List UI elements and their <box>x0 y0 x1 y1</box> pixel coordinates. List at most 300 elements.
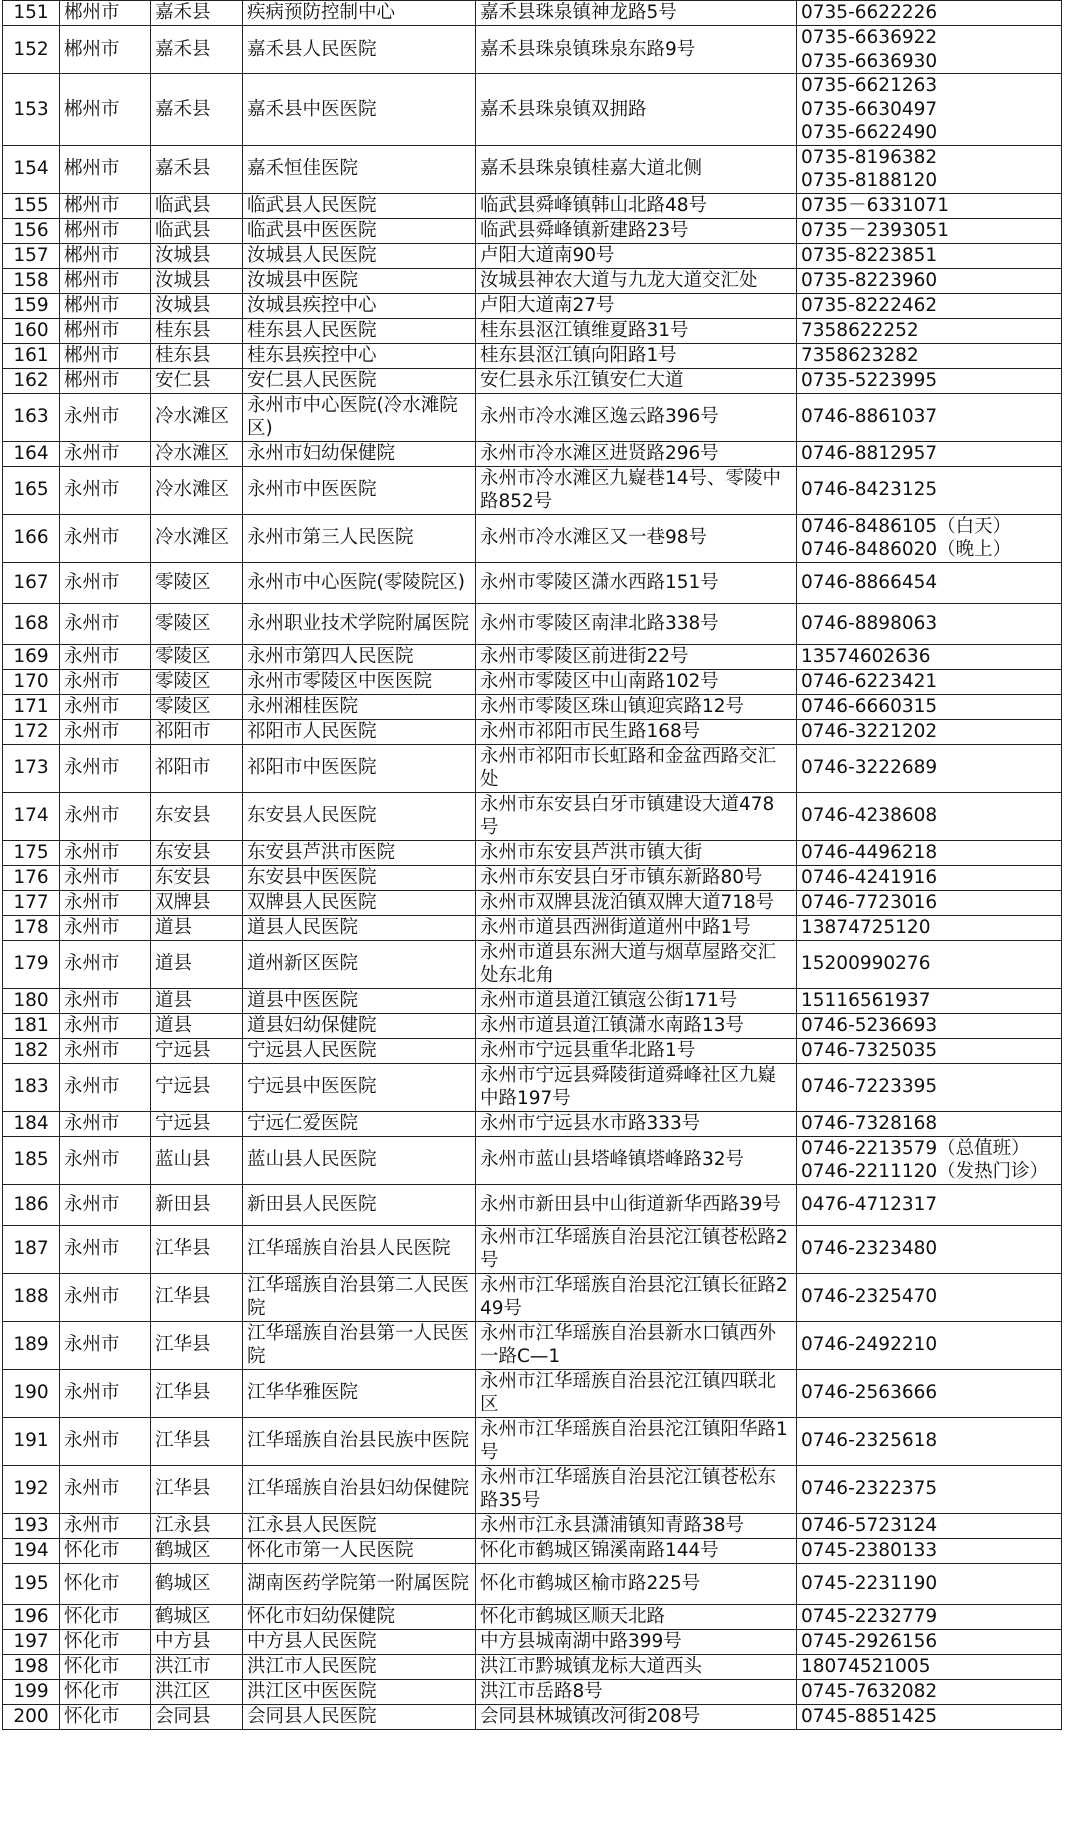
address: 永州市道县道江镇寇公街171号 <box>476 988 797 1013</box>
table-row <box>3 1417 1062 1465</box>
address: 永州市江华瑶族自治县沱江镇苍松东路35号 <box>476 1465 797 1513</box>
row-number: 188 <box>3 1273 60 1321</box>
hospital-name: 祁阳市中医医院 <box>243 744 476 792</box>
county-cell: 宁远县 <box>151 1111 243 1136</box>
table-row <box>3 1654 1062 1679</box>
row-number: 161 <box>3 343 60 368</box>
address: 永州市冷水滩区进贤路296号 <box>476 441 797 466</box>
row-number: 198 <box>3 1654 60 1679</box>
table-row <box>3 890 1062 915</box>
hospital-name: 怀化市第一人民医院 <box>243 1538 476 1563</box>
city-cell: 永州市 <box>60 940 151 988</box>
hospital-name: 江华瑶族自治县人民医院 <box>243 1225 476 1273</box>
hospital-name: 宁远县中医医院 <box>243 1063 476 1111</box>
phone: 0745-2232779 <box>797 1604 1062 1629</box>
row-number: 191 <box>3 1417 60 1465</box>
row-number: 181 <box>3 1013 60 1038</box>
address: 永州市东安县芦洪市镇大街 <box>476 840 797 865</box>
table-row <box>3 145 1062 193</box>
row-number: 195 <box>3 1563 60 1604</box>
city-cell: 郴州市 <box>60 243 151 268</box>
hospital-name: 江华瑶族自治县第二人民医院 <box>243 1273 476 1321</box>
county-cell: 桂东县 <box>151 343 243 368</box>
city-cell: 永州市 <box>60 1111 151 1136</box>
hospital-name: 宁远仁爱医院 <box>243 1111 476 1136</box>
phone: 0745-2380133 <box>797 1538 1062 1563</box>
row-number: 171 <box>3 694 60 719</box>
row-number: 154 <box>3 145 60 193</box>
address: 永州市宁远县水市路333号 <box>476 1111 797 1136</box>
table-row <box>3 669 1062 694</box>
row-number: 170 <box>3 669 60 694</box>
row-number: 156 <box>3 218 60 243</box>
address: 永州市江华瑶族自治县沱江镇四联北区 <box>476 1369 797 1417</box>
city-cell: 永州市 <box>60 1136 151 1184</box>
table-row <box>3 1369 1062 1417</box>
row-number: 179 <box>3 940 60 988</box>
county-cell: 嘉禾县 <box>151 74 243 146</box>
table-row <box>3 1013 1062 1038</box>
address: 永州市道县道江镇潇水南路13号 <box>476 1013 797 1038</box>
address: 汝城县神农大道与九龙大道交汇处 <box>476 268 797 293</box>
county-cell: 临武县 <box>151 218 243 243</box>
county-cell: 零陵区 <box>151 562 243 603</box>
city-cell: 怀化市 <box>60 1679 151 1704</box>
row-number: 162 <box>3 368 60 393</box>
county-cell: 江华县 <box>151 1273 243 1321</box>
phone: 0735-8196382 0735-8188120 <box>797 145 1062 193</box>
county-cell: 江永县 <box>151 1513 243 1538</box>
hospital-name: 道县妇幼保健院 <box>243 1013 476 1038</box>
city-cell: 永州市 <box>60 1417 151 1465</box>
county-cell: 嘉禾县 <box>151 145 243 193</box>
phone: 0746-8812957 <box>797 441 1062 466</box>
address: 永州市双牌县泷泊镇双牌大道718号 <box>476 890 797 915</box>
hospital-name: 中方县人民医院 <box>243 1629 476 1654</box>
hospital-name: 东安县人民医院 <box>243 792 476 840</box>
hospital-name: 新田县人民医院 <box>243 1184 476 1225</box>
table-row <box>3 840 1062 865</box>
hospital-name: 汝城县疾控中心 <box>243 293 476 318</box>
address: 嘉禾县珠泉镇桂嘉大道北侧 <box>476 145 797 193</box>
address: 桂东县沤江镇向阳路1号 <box>476 343 797 368</box>
address: 永州市祁阳市长虹路和金盆西路交汇处 <box>476 744 797 792</box>
city-cell: 永州市 <box>60 890 151 915</box>
row-number: 196 <box>3 1604 60 1629</box>
hospital-name: 永州湘桂医院 <box>243 694 476 719</box>
row-number: 176 <box>3 865 60 890</box>
city-cell: 永州市 <box>60 1465 151 1513</box>
county-cell: 东安县 <box>151 792 243 840</box>
phone: 0746-2322375 <box>797 1465 1062 1513</box>
table-row <box>3 1 1062 26</box>
phone: 0745-2926156 <box>797 1629 1062 1654</box>
address: 安仁县永乐江镇安仁大道 <box>476 368 797 393</box>
hospital-name: 嘉禾县中医医院 <box>243 74 476 146</box>
phone: 0745-2231190 <box>797 1563 1062 1604</box>
table-body <box>3 1 1062 1730</box>
hospital-name: 江华瑶族自治县妇幼保健院 <box>243 1465 476 1513</box>
row-number: 164 <box>3 441 60 466</box>
city-cell: 永州市 <box>60 694 151 719</box>
city-cell: 郴州市 <box>60 26 151 74</box>
row-number: 197 <box>3 1629 60 1654</box>
phone: 0746-7723016 <box>797 890 1062 915</box>
row-number: 194 <box>3 1538 60 1563</box>
table-row <box>3 719 1062 744</box>
table-row <box>3 1629 1062 1654</box>
hospital-table <box>2 0 1062 1730</box>
address: 卢阳大道南90号 <box>476 243 797 268</box>
county-cell: 新田县 <box>151 1184 243 1225</box>
hospital-name: 洪江区中医医院 <box>243 1679 476 1704</box>
hospital-name: 永州市中医医院 <box>243 466 476 514</box>
city-cell: 郴州市 <box>60 293 151 318</box>
county-cell: 江华县 <box>151 1321 243 1369</box>
address: 怀化市鹤城区顺天北路 <box>476 1604 797 1629</box>
phone: 0735-8223960 <box>797 268 1062 293</box>
phone: 0746-2325618 <box>797 1417 1062 1465</box>
hospital-name: 永州职业技术学院附属医院 <box>243 603 476 644</box>
row-number: 153 <box>3 74 60 146</box>
table-row <box>3 343 1062 368</box>
county-cell: 双牌县 <box>151 890 243 915</box>
city-cell: 永州市 <box>60 1184 151 1225</box>
table-row <box>3 744 1062 792</box>
table-row <box>3 466 1062 514</box>
hospital-name: 江华瑶族自治县第一人民医院 <box>243 1321 476 1369</box>
city-cell: 永州市 <box>60 915 151 940</box>
table-row <box>3 988 1062 1013</box>
table-row <box>3 318 1062 343</box>
city-cell: 郴州市 <box>60 74 151 146</box>
table-row <box>3 940 1062 988</box>
table-row <box>3 514 1062 562</box>
hospital-name: 永州市中心医院(零陵院区) <box>243 562 476 603</box>
row-number: 185 <box>3 1136 60 1184</box>
phone: 7358622252 <box>797 318 1062 343</box>
phone: 0746-7328168 <box>797 1111 1062 1136</box>
county-cell: 道县 <box>151 988 243 1013</box>
hospital-name: 桂东县疾控中心 <box>243 343 476 368</box>
phone: 0746-4238608 <box>797 792 1062 840</box>
table-row <box>3 1136 1062 1184</box>
table-row <box>3 368 1062 393</box>
table-row <box>3 293 1062 318</box>
address: 永州市宁远县重华北路1号 <box>476 1038 797 1063</box>
county-cell: 江华县 <box>151 1465 243 1513</box>
row-number: 152 <box>3 26 60 74</box>
county-cell: 宁远县 <box>151 1038 243 1063</box>
table-row <box>3 268 1062 293</box>
table-row <box>3 1538 1062 1563</box>
city-cell: 永州市 <box>60 1273 151 1321</box>
city-cell: 永州市 <box>60 865 151 890</box>
county-cell: 汝城县 <box>151 293 243 318</box>
phone: 0746-2323480 <box>797 1225 1062 1273</box>
phone: 15200990276 <box>797 940 1062 988</box>
county-cell: 中方县 <box>151 1629 243 1654</box>
row-number: 187 <box>3 1225 60 1273</box>
city-cell: 郴州市 <box>60 145 151 193</box>
row-number: 158 <box>3 268 60 293</box>
city-cell: 永州市 <box>60 988 151 1013</box>
address: 嘉禾县珠泉镇神龙路5号 <box>476 1 797 26</box>
hospital-name: 祁阳市人民医院 <box>243 719 476 744</box>
phone: 0746-5723124 <box>797 1513 1062 1538</box>
address: 永州市零陵区珠山镇迎宾路12号 <box>476 694 797 719</box>
county-cell: 冷水滩区 <box>151 393 243 441</box>
county-cell: 零陵区 <box>151 644 243 669</box>
phone: 0746-7325035 <box>797 1038 1062 1063</box>
address: 嘉禾县珠泉镇双拥路 <box>476 74 797 146</box>
hospital-name: 永州市第三人民医院 <box>243 514 476 562</box>
county-cell: 临武县 <box>151 193 243 218</box>
city-cell: 怀化市 <box>60 1604 151 1629</box>
table-row <box>3 1563 1062 1604</box>
table-row <box>3 562 1062 603</box>
row-number: 165 <box>3 466 60 514</box>
table-row <box>3 1225 1062 1273</box>
phone: 0735-6636922 0735-6636930 <box>797 26 1062 74</box>
table-row <box>3 1679 1062 1704</box>
row-number: 178 <box>3 915 60 940</box>
table-row <box>3 694 1062 719</box>
county-cell: 祁阳市 <box>151 719 243 744</box>
address: 永州市道县东洲大道与烟草屋路交汇处东北角 <box>476 940 797 988</box>
table-row <box>3 1063 1062 1111</box>
table-row <box>3 1465 1062 1513</box>
phone: 0746-3221202 <box>797 719 1062 744</box>
address: 永州市东安县白牙市镇东新路80号 <box>476 865 797 890</box>
hospital-name: 桂东县人民医院 <box>243 318 476 343</box>
hospital-name: 临武县人民医院 <box>243 193 476 218</box>
hospital-name: 汝城县人民医院 <box>243 243 476 268</box>
address: 永州市江永县潇浦镇知青路38号 <box>476 1513 797 1538</box>
hospital-name: 江华瑶族自治县民族中医院 <box>243 1417 476 1465</box>
city-cell: 永州市 <box>60 603 151 644</box>
city-cell: 郴州市 <box>60 343 151 368</box>
county-cell: 冷水滩区 <box>151 514 243 562</box>
phone: 0745-8851425 <box>797 1704 1062 1729</box>
city-cell: 怀化市 <box>60 1629 151 1654</box>
row-number: 163 <box>3 393 60 441</box>
phone: 0735－2393051 <box>797 218 1062 243</box>
table-row <box>3 193 1062 218</box>
hospital-name: 道州新区医院 <box>243 940 476 988</box>
county-cell: 鹤城区 <box>151 1563 243 1604</box>
row-number: 159 <box>3 293 60 318</box>
hospital-name: 洪江市人民医院 <box>243 1654 476 1679</box>
row-number: 169 <box>3 644 60 669</box>
county-cell: 东安县 <box>151 840 243 865</box>
county-cell: 零陵区 <box>151 694 243 719</box>
table-row <box>3 1604 1062 1629</box>
row-number: 190 <box>3 1369 60 1417</box>
phone: 0746-8866454 <box>797 562 1062 603</box>
row-number: 157 <box>3 243 60 268</box>
county-cell: 会同县 <box>151 1704 243 1729</box>
row-number: 182 <box>3 1038 60 1063</box>
hospital-name: 嘉禾恒佳医院 <box>243 145 476 193</box>
city-cell: 永州市 <box>60 514 151 562</box>
phone: 0746-8423125 <box>797 466 1062 514</box>
phone: 0746-7223395 <box>797 1063 1062 1111</box>
city-cell: 永州市 <box>60 1013 151 1038</box>
hospital-name: 双牌县人民医院 <box>243 890 476 915</box>
address: 永州市祁阳市民生路168号 <box>476 719 797 744</box>
city-cell: 永州市 <box>60 644 151 669</box>
county-cell: 道县 <box>151 915 243 940</box>
phone: 0746-2563666 <box>797 1369 1062 1417</box>
row-number: 172 <box>3 719 60 744</box>
address: 永州市冷水滩区又一巷98号 <box>476 514 797 562</box>
table-row <box>3 1184 1062 1225</box>
hospital-name: 湖南医药学院第一附属医院 <box>243 1563 476 1604</box>
city-cell: 永州市 <box>60 792 151 840</box>
address: 永州市零陵区潇水西路151号 <box>476 562 797 603</box>
table-row <box>3 792 1062 840</box>
phone: 0746-2492210 <box>797 1321 1062 1369</box>
city-cell: 永州市 <box>60 466 151 514</box>
row-number: 173 <box>3 744 60 792</box>
hospital-name: 临武县中医医院 <box>243 218 476 243</box>
table-row <box>3 393 1062 441</box>
row-number: 174 <box>3 792 60 840</box>
address: 永州市冷水滩区九嶷巷14号、零陵中路852号 <box>476 466 797 514</box>
address: 永州市江华瑶族自治县沱江镇长征路249号 <box>476 1273 797 1321</box>
city-cell: 永州市 <box>60 441 151 466</box>
table-row <box>3 1111 1062 1136</box>
phone: 0746-2213579（总值班） 0746-2211120（发热门诊） <box>797 1136 1062 1184</box>
row-number: 177 <box>3 890 60 915</box>
hospital-name: 道县人民医院 <box>243 915 476 940</box>
hospital-name: 蓝山县人民医院 <box>243 1136 476 1184</box>
address: 嘉禾县珠泉镇珠泉东路9号 <box>476 26 797 74</box>
county-cell: 道县 <box>151 1013 243 1038</box>
phone: 13874725120 <box>797 915 1062 940</box>
row-number: 184 <box>3 1111 60 1136</box>
hospital-name: 永州市零陵区中医医院 <box>243 669 476 694</box>
table-row <box>3 603 1062 644</box>
city-cell: 永州市 <box>60 840 151 865</box>
phone: 0735-8222462 <box>797 293 1062 318</box>
table-row <box>3 644 1062 669</box>
phone: 0476-4712317 <box>797 1184 1062 1225</box>
county-cell: 零陵区 <box>151 603 243 644</box>
city-cell: 永州市 <box>60 1225 151 1273</box>
city-cell: 郴州市 <box>60 318 151 343</box>
address: 永州市江华瑶族自治县新水口镇西外一路C—1 <box>476 1321 797 1369</box>
row-number: 175 <box>3 840 60 865</box>
city-cell: 郴州市 <box>60 218 151 243</box>
city-cell: 永州市 <box>60 744 151 792</box>
county-cell: 蓝山县 <box>151 1136 243 1184</box>
county-cell: 安仁县 <box>151 368 243 393</box>
phone: 0735-8223851 <box>797 243 1062 268</box>
phone: 0746-4241916 <box>797 865 1062 890</box>
city-cell: 永州市 <box>60 562 151 603</box>
phone: 15116561937 <box>797 988 1062 1013</box>
table-row <box>3 1321 1062 1369</box>
row-number: 151 <box>3 1 60 26</box>
address: 永州市零陵区南津北路338号 <box>476 603 797 644</box>
city-cell: 永州市 <box>60 393 151 441</box>
address: 永州市零陵区中山南路102号 <box>476 669 797 694</box>
city-cell: 郴州市 <box>60 1 151 26</box>
phone: 0746-8486105（白天） 0746-8486020（晚上） <box>797 514 1062 562</box>
table-row <box>3 1038 1062 1063</box>
city-cell: 郴州市 <box>60 368 151 393</box>
table-row <box>3 865 1062 890</box>
phone: 13574602636 <box>797 644 1062 669</box>
county-cell: 洪江区 <box>151 1679 243 1704</box>
address: 临武县舜峰镇韩山北路48号 <box>476 193 797 218</box>
city-cell: 郴州市 <box>60 193 151 218</box>
phone: 0735-6621263 0735-6630497 0735-6622490 <box>797 74 1062 146</box>
table-row <box>3 1704 1062 1729</box>
hospital-name: 永州市第四人民医院 <box>243 644 476 669</box>
hospital-name: 江华华雅医院 <box>243 1369 476 1417</box>
city-cell: 永州市 <box>60 719 151 744</box>
address: 永州市东安县白牙市镇建设大道478号 <box>476 792 797 840</box>
city-cell: 郴州市 <box>60 268 151 293</box>
hospital-name: 东安县芦洪市医院 <box>243 840 476 865</box>
phone: 0746-2325470 <box>797 1273 1062 1321</box>
phone: 0746-6223421 <box>797 669 1062 694</box>
county-cell: 洪江市 <box>151 1654 243 1679</box>
address: 永州市零陵区前进街22号 <box>476 644 797 669</box>
county-cell: 鹤城区 <box>151 1538 243 1563</box>
row-number: 180 <box>3 988 60 1013</box>
address: 桂东县沤江镇维夏路31号 <box>476 318 797 343</box>
phone: 0735-5223995 <box>797 368 1062 393</box>
address: 永州市冷水滩区逸云路396号 <box>476 393 797 441</box>
address: 洪江市岳路8号 <box>476 1679 797 1704</box>
hospital-name: 宁远县人民医院 <box>243 1038 476 1063</box>
hospital-name: 安仁县人民医院 <box>243 368 476 393</box>
address: 永州市宁远县舜陵街道舜峰社区九嶷中路197号 <box>476 1063 797 1111</box>
phone: 0735－6331071 <box>797 193 1062 218</box>
table-row <box>3 26 1062 74</box>
county-cell: 江华县 <box>151 1225 243 1273</box>
county-cell: 鹤城区 <box>151 1604 243 1629</box>
hospital-name: 永州市中心医院(冷水滩院区) <box>243 393 476 441</box>
table-row <box>3 1513 1062 1538</box>
row-number: 186 <box>3 1184 60 1225</box>
city-cell: 永州市 <box>60 1038 151 1063</box>
address: 中方县城南湖中路399号 <box>476 1629 797 1654</box>
table-row <box>3 441 1062 466</box>
county-cell: 宁远县 <box>151 1063 243 1111</box>
row-number: 189 <box>3 1321 60 1369</box>
county-cell: 嘉禾县 <box>151 26 243 74</box>
phone: 0746-6660315 <box>797 694 1062 719</box>
row-number: 160 <box>3 318 60 343</box>
phone: 18074521005 <box>797 1654 1062 1679</box>
phone: 0746-5236693 <box>797 1013 1062 1038</box>
city-cell: 怀化市 <box>60 1563 151 1604</box>
address: 洪江市黔城镇龙标大道西头 <box>476 1654 797 1679</box>
city-cell: 怀化市 <box>60 1538 151 1563</box>
hospital-name: 永州市妇幼保健院 <box>243 441 476 466</box>
county-cell: 汝城县 <box>151 268 243 293</box>
hospital-name: 疾病预防控制中心 <box>243 1 476 26</box>
phone: 0735-6622226 <box>797 1 1062 26</box>
county-cell: 道县 <box>151 940 243 988</box>
city-cell: 永州市 <box>60 669 151 694</box>
phone: 0746-8898063 <box>797 603 1062 644</box>
